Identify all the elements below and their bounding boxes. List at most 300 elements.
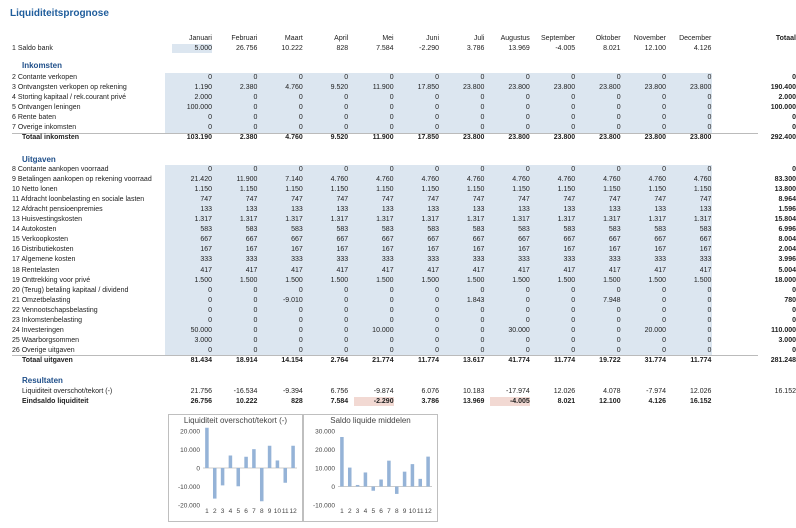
chart-bar [205,428,209,468]
table-cell: 0 [662,114,666,122]
row-total: 2.000 [778,94,796,102]
table-cell: 0 [616,74,621,81]
month-header: Maart [284,35,303,42]
table-cell: 667 [608,236,621,244]
row-label: 2 Contante verkopen [12,74,77,81]
eindsaldo-cell: 7.584 [330,398,349,405]
saldo-cell: 26.756 [235,45,258,52]
row-total: 0 [792,114,796,122]
table-cell: 747 [245,196,258,204]
table-cell: 1.150 [376,186,394,194]
table-cell: 167 [518,246,530,254]
saldo-cell: 3.786 [466,45,485,52]
eindsaldo-cell: 8.021 [557,398,576,405]
table-cell: 667 [518,236,530,244]
row-label: 9 Betalingen aankopen op rekening voorraad [12,176,152,184]
x-tick-label: 2 [347,508,352,515]
table-cell: 1.317 [466,216,485,224]
grand-total: 292.400 [770,134,796,142]
table-cell: 0 [344,104,349,112]
table-cell: 0 [707,306,712,314]
table-cell: 333 [381,256,394,264]
y-tick-label: -20.000 [177,502,200,510]
table-cell: 0 [344,114,349,122]
table-cell: 0 [344,316,349,324]
table-cell: 20.000 [644,326,666,334]
table-cell: 1.150 [421,186,439,194]
total-header: Totaal [775,35,796,42]
table-cell: 23.800 [553,84,576,92]
table-cell: 133 [563,206,576,214]
table-cell: 0 [616,114,621,122]
table-cell: 0 [571,104,576,112]
table-cell: 167 [608,246,621,254]
month-header: Februari [231,35,258,42]
month-header: Oktober [595,35,621,42]
table-cell: 23.800 [689,84,712,92]
total-label: Totaal inkomsten [22,134,80,142]
table-cell: 417 [381,266,394,274]
table-cell: 0 [435,346,439,354]
total-cell: 103.190 [186,134,212,142]
table-cell: 1.317 [239,216,258,224]
table-cell: 133 [654,206,666,214]
table-cell: 0 [707,114,712,122]
saldo-cell: 5.000 [172,44,212,53]
y-tick-label: -10.000 [177,484,200,491]
table-cell: 0 [480,336,485,344]
table-cell: 747 [336,196,349,204]
table-cell: 0 [389,166,394,173]
saldo-cell: 4.126 [693,45,712,52]
chart-bar [221,468,225,485]
total-cell: 23.800 [462,134,485,142]
chart-bar [348,468,352,487]
page-title: Liquiditeitsprognose [10,8,109,19]
table-cell: 333 [699,256,712,264]
total-cell: 14.154 [281,356,303,364]
table-cell: 747 [200,196,212,204]
table-cell: 133 [518,206,530,214]
table-cell: 0 [616,166,621,173]
row-total: 0 [792,286,796,294]
saldo-cell: -2.290 [419,45,439,52]
table-cell: 667 [245,236,258,244]
table-cell: 0 [707,124,712,132]
table-cell: 0 [298,316,303,324]
x-tick-label: 2 [212,508,217,515]
table-cell: 0 [435,94,439,102]
x-tick-label: 6 [244,508,248,515]
row-total: 8.964 [778,196,796,204]
row-label: 21 Omzetbelasting [12,296,71,304]
table-cell: 4.760 [512,176,530,184]
x-tick-label: 10 [273,508,282,515]
table-cell: 747 [381,196,394,204]
chart-bar [340,437,344,486]
table-cell: 1.150 [557,186,576,194]
row-label: 3 Ontvangsten verkopen op rekening [12,84,127,92]
table-cell: 0 [616,306,621,314]
table-cell: 333 [608,256,621,264]
y-tick-label: 10.000 [315,465,335,473]
chart-saldo [303,414,438,522]
table-cell: 23.800 [462,84,485,92]
table-cell: 0 [389,124,394,132]
table-cell: 1.317 [330,216,349,224]
table-cell: 583 [654,226,666,234]
table-cell: 0 [480,94,485,102]
table-cell: 4.760 [421,176,439,184]
table-cell: 0 [571,124,576,132]
table-cell: 133 [699,206,712,214]
row-total: 2.004 [778,246,796,254]
table-cell: 1.150 [693,186,712,194]
table-cell: 0 [571,114,576,122]
x-tick-label: 4 [228,508,233,515]
eindsaldo-cell: 828 [291,398,303,405]
table-cell: 333 [518,256,530,264]
table-cell: 0 [389,316,394,324]
chart-bar [283,468,287,483]
table-cell: 747 [291,196,303,204]
total-cell: 23.800 [644,134,666,142]
table-cell: 167 [336,246,349,254]
table-cell: 1.317 [194,216,212,224]
row-total: 6.996 [778,226,796,234]
chart-title: Saldo liquide middelen [330,416,411,425]
table-cell: 0 [616,94,621,102]
row-total: 8.004 [778,236,796,244]
table-cell: 583 [563,226,576,234]
x-tick-label: 5 [371,508,376,515]
table-cell: 0 [616,316,621,324]
table-cell: 10.000 [372,326,394,334]
table-cell: 0 [253,336,258,344]
table-cell: 0 [707,346,712,354]
table-cell: 417 [245,266,258,274]
table-cell: 0 [208,166,212,173]
table-cell: 1.317 [693,216,712,224]
total-cell: 17.850 [417,134,439,142]
table-cell: 167 [654,246,666,254]
table-cell: 417 [699,266,712,274]
table-cell: 0 [389,74,394,81]
table-cell: 0 [344,346,349,354]
row-label: 16 Distributiekosten [12,246,74,254]
chart-bar [213,468,217,499]
saldo-cell: -4.005 [555,45,576,52]
saldo-cell: 10.222 [281,45,303,52]
chart-bar [426,457,430,487]
result-cell: -16.534 [233,388,258,395]
table-cell: 0 [616,336,621,344]
row-label: 4 Storting kapitaal / rek.courant privé [12,94,127,102]
result-cell: 21.756 [190,388,212,395]
chart-title: Liquiditeit overschot/tekort (-) [183,416,288,425]
result-total: 16.152 [774,388,796,395]
table-cell: 1.317 [376,216,394,224]
table-cell: 1.150 [239,186,258,194]
table-cell: 1.190 [194,84,212,92]
table-cell: 0 [208,114,212,122]
table-cell: 1.317 [557,216,576,224]
total-cell: 31.774 [644,356,666,364]
row-label: 12 Afdracht pensioenpremies [12,206,103,214]
table-cell: 2.380 [239,84,258,92]
row-label: 14 Autokosten [12,226,57,234]
table-cell: 0 [662,306,666,314]
table-cell: 417 [472,266,485,274]
table-cell: 1.500 [512,276,530,284]
table-cell: 0 [389,104,394,112]
total-cell: 41.774 [508,356,530,364]
table-cell: 0 [298,326,303,334]
table-cell: 0 [253,306,258,314]
y-tick-label: 20.000 [315,447,335,454]
month-header: September [540,35,576,42]
table-cell: 333 [336,256,349,264]
table-cell: 747 [563,196,576,204]
chart-bar [229,456,233,468]
table-cell: 0 [480,104,485,112]
table-cell: 0 [253,346,258,354]
table-cell: 1.500 [376,276,394,284]
table-cell: 333 [654,256,666,264]
table-cell: 0 [435,74,439,81]
eindsaldo-cell: 12.100 [599,398,621,405]
table-cell: 417 [200,266,212,274]
table-cell: 0 [253,326,258,334]
table-cell: 417 [336,266,349,274]
table-cell: 0 [571,346,576,354]
table-cell: 667 [200,236,212,244]
table-cell: 0 [480,286,485,294]
row-total: 100.000 [770,104,796,112]
row-label: 8 Contante aankopen voorraad [12,166,109,173]
table-cell: 1.150 [648,186,666,194]
row-label: 23 Inkomstenbelasting [12,316,83,324]
table-cell: 0 [253,286,258,294]
table-cell: 417 [291,266,303,274]
row-label: 26 Overige uitgaven [12,346,75,354]
result-cell: 12.026 [553,388,576,395]
total-cell: 81.434 [190,356,212,364]
table-cell: 0 [344,166,349,173]
result-cell: -17.974 [506,388,530,395]
saldo-cell: 13.969 [508,45,530,52]
table-cell: 0 [707,296,712,304]
table-cell: 0 [525,286,530,294]
row-total: 3.000 [778,336,796,344]
table-cell: 667 [291,236,303,244]
eindsaldo-cell: 13.969 [462,398,485,405]
table-cell: 0 [616,286,621,294]
table-cell: 747 [427,196,439,204]
row-total: 18.000 [774,276,796,284]
y-tick-label: 20.000 [180,428,200,436]
table-cell: 0 [435,124,439,132]
result-cell: -9.874 [373,388,394,395]
table-cell: 0 [662,286,666,294]
table-cell: 0 [344,124,349,132]
table-cell: 133 [245,206,258,214]
table-cell: 0 [208,306,212,314]
saldo-cell: 8.021 [603,45,621,52]
row-label: 7 Overige inkomsten [12,124,77,132]
table-cell: 583 [245,226,258,234]
table-cell: 0 [344,286,349,294]
table-cell: 167 [427,246,439,254]
table-cell: 0 [435,166,439,173]
table-cell: 0 [298,74,303,81]
table-cell: 0 [707,316,712,324]
table-cell: 1.500 [603,276,621,284]
table-cell: 1.843 [466,296,485,304]
month-header: Juni [426,35,439,42]
table-cell: 133 [608,206,621,214]
row-label: 20 (Terug) betaling kapitaal / dividend [12,286,129,294]
row-label: 5 Ontvangen leningen [12,104,81,112]
table-cell: 1.500 [330,276,349,284]
table-cell: 0 [480,114,485,122]
row-total: 110.000 [771,326,796,334]
eindsaldo-cell: 16.152 [689,398,712,405]
table-cell: 133 [427,206,439,214]
table-cell: 0 [662,316,666,324]
table-cell: 0 [707,336,712,344]
table-cell: 3.000 [194,336,212,344]
table-cell: 0 [253,104,258,112]
grand-total: 281.248 [770,356,796,364]
chart-bar [268,446,272,468]
row-total: 190.400 [770,84,796,92]
table-cell: 0 [298,104,303,112]
table-cell: 667 [427,236,439,244]
table-cell: 1.500 [421,276,439,284]
table-cell: 0 [344,306,349,314]
table-cell: 0 [344,326,349,334]
table-cell: 0 [298,124,303,132]
table-cell: 7.948 [603,296,621,304]
table-cell: 0 [253,94,258,102]
row-label: Liquiditeit overschot/tekort (-) [22,388,113,395]
table-cell: 0 [525,104,530,112]
row-label: 15 Verkoopkosten [12,236,69,244]
table-cell: 0 [435,286,439,294]
table-cell: 0 [707,74,712,81]
row-total: 0 [792,316,796,324]
table-cell: 4.760 [330,176,349,184]
row-label: Eindsaldo liquiditeit [22,398,89,405]
table-cell: 0 [571,74,576,81]
table-cell: 0 [480,306,485,314]
table-cell: 0 [298,336,303,344]
saldo-cell: 12.100 [644,45,666,52]
x-tick-label: 4 [363,508,368,515]
row-label: 19 Onttrekking voor privé [12,276,91,284]
row-total: 3.996 [778,256,796,264]
table-cell: 0 [253,114,258,122]
table-cell: 0 [253,296,258,304]
section-heading: Uitgaven [22,155,56,164]
table-cell: 100.000 [186,104,212,112]
table-cell: 0 [525,306,530,314]
table-cell: 0 [571,286,576,294]
table-cell: 667 [336,236,349,244]
table-cell: 0 [525,94,530,102]
y-tick-label: 0 [196,465,200,473]
table-cell: 1.500 [239,276,258,284]
table-cell: 0 [525,114,530,122]
section-heading: Resultaten [22,376,63,385]
x-tick-label: 9 [267,508,272,515]
table-cell: 11.900 [236,176,258,184]
table-cell: 583 [291,226,303,234]
table-cell: 417 [608,266,621,274]
table-cell: 1.500 [693,276,712,284]
y-tick-label: 0 [331,484,335,491]
table-cell: 0 [480,346,485,354]
table-cell: 167 [291,246,303,254]
x-tick-label: 12 [289,508,297,515]
eindsaldo-cell: 10.222 [235,398,258,405]
table-cell: 4.760 [285,84,303,92]
x-tick-label: 8 [259,508,264,515]
table-cell: 50.000 [190,326,212,334]
table-cell: 0 [571,94,576,102]
table-cell: 0 [253,166,258,173]
table-cell: 747 [608,196,621,204]
table-cell: 0 [525,74,530,81]
row-total: 13.800 [774,186,796,194]
saldo-cell: 828 [336,45,349,52]
table-cell: 0 [435,336,439,344]
table-cell: -9.010 [282,296,303,304]
table-cell: 333 [245,256,258,264]
table-cell: 133 [200,206,212,214]
table-cell: 0 [435,104,439,112]
table-cell: 0 [525,166,530,173]
table-cell: 0 [480,124,485,132]
y-tick-label: 30.000 [315,428,335,436]
table-cell: 417 [563,266,576,274]
table-cell: 583 [336,226,349,234]
chart-bar [418,479,422,487]
result-cell: -9.394 [282,388,303,395]
table-cell: 0 [571,326,576,334]
table-cell: 0 [208,316,212,324]
x-tick-label: 1 [205,508,209,515]
table-cell: 1.317 [421,216,439,224]
table-cell: 583 [200,226,212,234]
x-tick-label: 7 [387,508,391,515]
table-cell: 0 [662,94,666,102]
table-cell: 0 [435,316,439,324]
table-cell: 0 [662,346,666,354]
table-cell: 0 [616,124,621,132]
table-cell: 4.760 [603,176,621,184]
table-cell: 583 [381,226,394,234]
table-cell: 4.760 [648,176,666,184]
total-cell: 2.380 [239,134,258,142]
eindsaldo-cell: -2.290 [354,397,394,406]
table-cell: 0 [389,114,394,122]
table-cell: 11.900 [372,84,394,92]
row-label: 25 Waarborgsommen [12,336,80,344]
table-cell: 0 [253,124,258,132]
table-cell: 167 [245,246,258,254]
